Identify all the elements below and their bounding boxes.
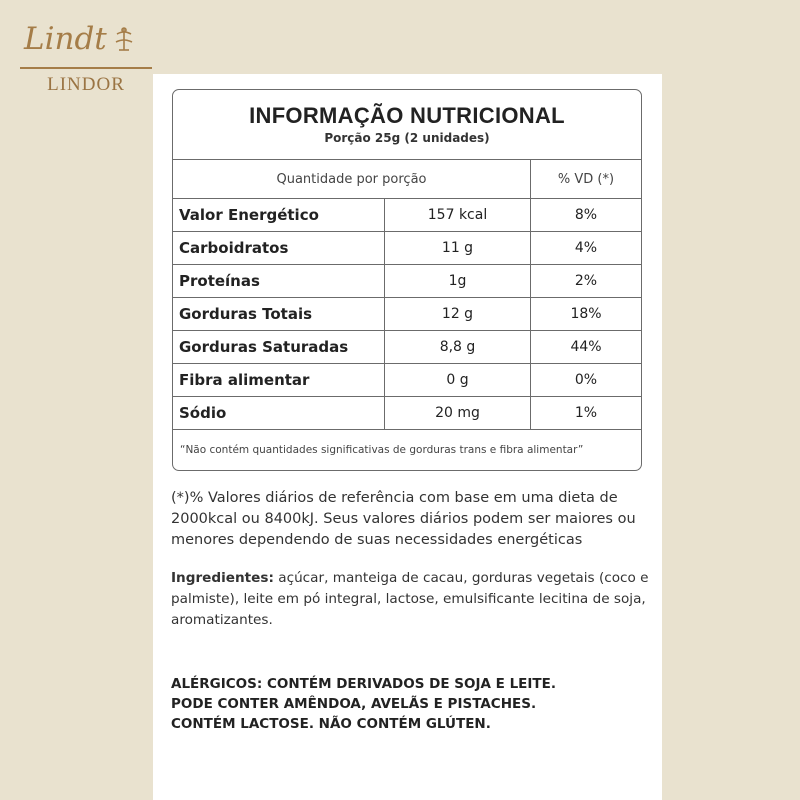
product-name: LINDOR xyxy=(47,74,125,95)
trans-fat-note: “Não contém quantidades significativas de gorduras trans e fibra alimentar” xyxy=(180,444,584,456)
nutrient-amount: 1g xyxy=(385,265,531,298)
nutrient-name: Sódio xyxy=(173,397,385,430)
brand-name: Lindt xyxy=(24,20,107,57)
info-panel xyxy=(153,74,662,800)
nutrient-name: Valor Energético xyxy=(173,199,385,232)
nutrient-amount: 12 g xyxy=(385,298,531,331)
nutrient-name: Carboidratos xyxy=(173,232,385,265)
brand-divider xyxy=(20,67,152,69)
table-row xyxy=(173,199,641,232)
table-row xyxy=(173,265,641,298)
ingredients-list: açúcar, manteiga de cacau, gorduras vegetais (coco e palmiste), leite em pó integral, lactose, emulsificante lecitina de soja, aromatizantes. xyxy=(171,570,649,628)
ingredients-text xyxy=(171,568,651,631)
nutrient-amount: 0 g xyxy=(385,364,531,397)
nutrient-dv: 8% xyxy=(531,199,642,232)
table-row xyxy=(173,331,641,364)
brand-logo xyxy=(20,14,152,96)
ingredients-label: Ingredientes: xyxy=(171,570,274,586)
brand-wordmark xyxy=(20,14,152,64)
nutrient-dv: 0% xyxy=(531,364,642,397)
table-row xyxy=(173,298,641,331)
daily-values-text: (*)% Valores diários de referência com base em uma dieta de 2000kcal ou 8400kJ. Seus valores diários podem ser maiores ou menores dependendo de suas necessidades energéticas xyxy=(171,490,636,548)
nutrition-title: INFORMAÇÃO NUTRICIONAL xyxy=(249,103,565,128)
header-quantity: Quantidade por porção xyxy=(173,160,531,199)
portion-size: Porção 25g (2 unidades) xyxy=(324,131,490,145)
nutrient-amount: 20 mg xyxy=(385,397,531,430)
nutrient-name: Gorduras Saturadas xyxy=(173,331,385,364)
nutrient-dv: 44% xyxy=(531,331,642,364)
table-header-row xyxy=(173,160,641,199)
nutrient-dv: 2% xyxy=(531,265,642,298)
nutrient-grid xyxy=(173,160,641,430)
header-dv: % VD (*) xyxy=(531,160,642,199)
nutrition-header xyxy=(173,90,641,160)
nutrient-dv: 18% xyxy=(531,298,642,331)
nutrient-name: Gorduras Totais xyxy=(173,298,385,331)
nutrient-amount: 157 kcal xyxy=(385,199,531,232)
allergens-line: PODE CONTER AMÊNDOA, AVELÃS E PISTACHES. xyxy=(171,696,537,712)
nutrient-amount: 8,8 g xyxy=(385,331,531,364)
nutrient-amount: 11 g xyxy=(385,232,531,265)
crest-icon xyxy=(109,24,139,54)
nutrient-name: Fibra alimentar xyxy=(173,364,385,397)
nutrient-dv: 4% xyxy=(531,232,642,265)
table-row xyxy=(173,232,641,265)
nutrition-table xyxy=(172,89,642,471)
table-row xyxy=(173,364,641,397)
nutrient-dv: 1% xyxy=(531,397,642,430)
allergens-line: CONTÉM LACTOSE. NÃO CONTÉM GLÚTEN. xyxy=(171,716,491,732)
nutrient-name: Proteínas xyxy=(173,265,385,298)
allergens-line: ALÉRGICOS: CONTÉM DERIVADOS DE SOJA E LEITE. xyxy=(171,676,556,692)
table-row xyxy=(173,397,641,430)
allergens-text xyxy=(171,674,651,734)
